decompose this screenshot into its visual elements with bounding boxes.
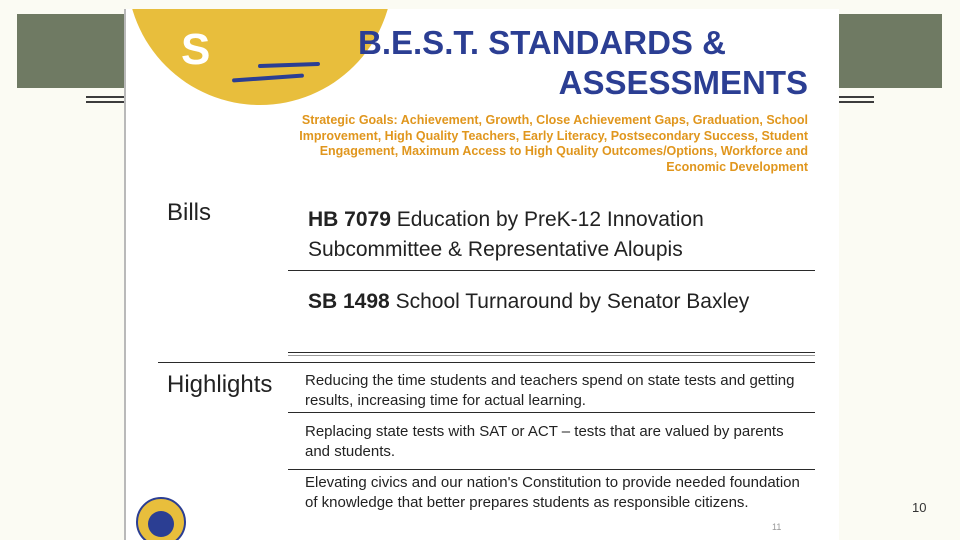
- seal-center: [148, 511, 174, 537]
- bill-item: [308, 287, 808, 317]
- divider: [288, 352, 815, 353]
- embedded-document: [124, 9, 839, 540]
- bill-item: [308, 205, 808, 265]
- divider: [86, 101, 126, 103]
- divider: [288, 412, 815, 413]
- bill-description: Education by PreK-12 Innovation Subcommittee & Representative Aloupis: [308, 208, 704, 261]
- seal-logo: [136, 497, 186, 540]
- strategic-goals: Strategic Goals: Achievement, Growth, Close Achievement Gaps, Graduation, School Improvement, High Quality Teachers, Early Literacy, Postsecondary Success, Student Engagement, Maximum Access to High Quality Outcomes/Options, Workforce and Economic Development: [299, 113, 808, 174]
- divider: [288, 469, 815, 470]
- divider: [288, 270, 815, 271]
- title-line-2: ASSESSMENTS: [558, 64, 808, 101]
- bills-label: Bills: [167, 199, 212, 226]
- divider: [86, 96, 126, 98]
- highlights-label: Highlights: [167, 371, 273, 398]
- divider: [288, 355, 815, 356]
- divider: [836, 96, 874, 98]
- slide-number: 10: [912, 500, 927, 515]
- title-line-1: B.E.S.T. STANDARDS &: [358, 24, 726, 61]
- highlight-item: Replacing state tests with SAT or ACT – tests that are valued by parents and students.: [305, 423, 784, 460]
- document-page-number: 11: [772, 522, 782, 532]
- divider: [158, 362, 815, 363]
- document-title: [338, 23, 808, 103]
- highlight-item: Elevating civics and our nation's Constitution to provide needed foundation of knowledge that better prepares students as responsible citizens.: [305, 474, 800, 511]
- bill-id: SB 1498: [308, 290, 390, 313]
- bill-id: HB 7079: [308, 208, 391, 231]
- logo-letter: S: [181, 25, 211, 74]
- divider: [836, 101, 874, 103]
- document-edge: [124, 9, 126, 540]
- bill-description: School Turnaround by Senator Baxley: [395, 290, 750, 313]
- highlight-item: Reducing the time students and teachers spend on state tests and getting results, increasing time for actual learning.: [305, 372, 795, 409]
